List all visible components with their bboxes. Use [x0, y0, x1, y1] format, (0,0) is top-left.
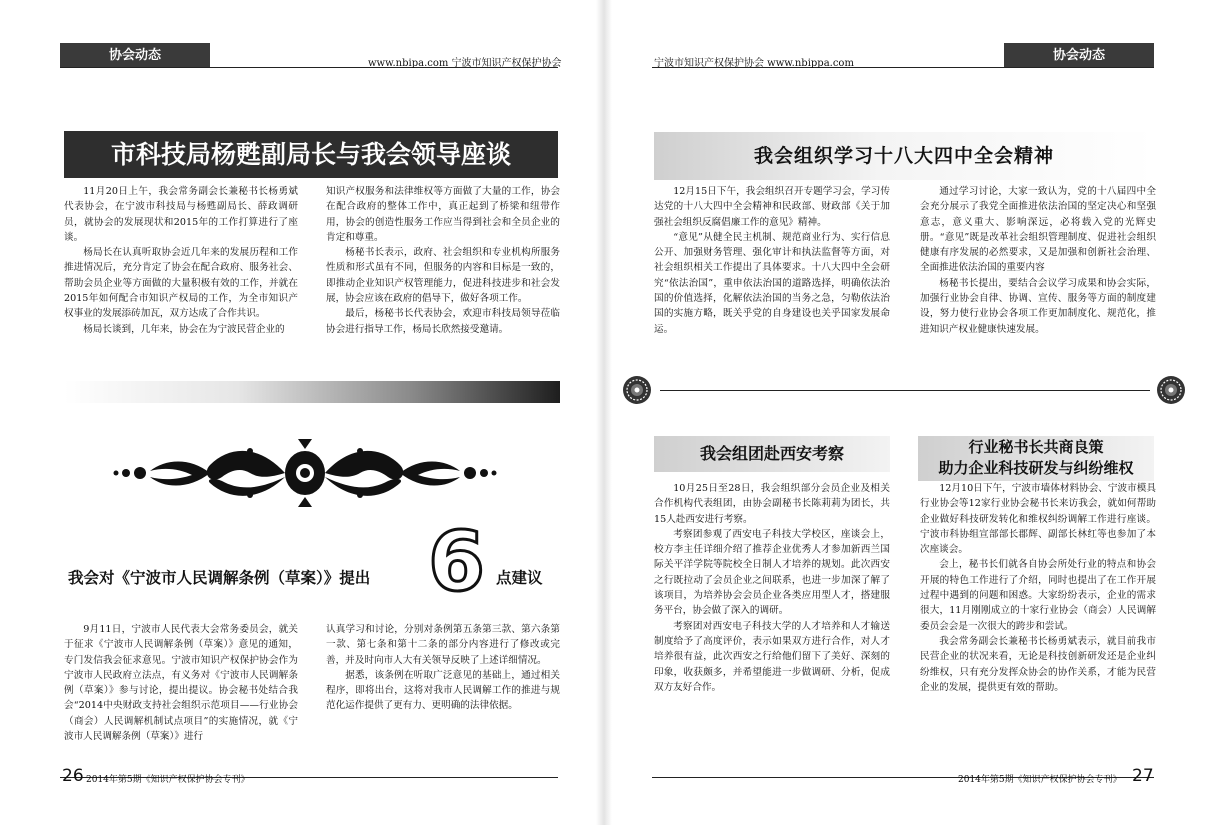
paragraph: 杨局长在认真听取协会近几年来的发展历程和工作推进情况后，充分肯定了协会在配合政府、服务社会、帮助会员企业等方面做的大量积极有效的工作，并就在2015年如何配合市知识产权局的工作，为全市知识产权事业的发展添砖加瓦，双方达成了合作共识。	[64, 247, 298, 320]
paragraph: 考察团对西安电子科技大学的人才培养和人才输送制度给予了高度评价，表示如果双方进行合作，对人才培养很有益，此次西安之行给他们留下了美好、深刻的印象，收获颇多，并希望能进一步做调研、分析，促成双方友好合作。	[654, 620, 890, 693]
left-header-site: www.nbipa.com 宁波市知识产权保护协会	[368, 58, 562, 69]
right-article3-title	[918, 436, 1154, 481]
paragraph: 12月10日下午，宁波市墙体材料协会、宁波市模具行业协会等12家行业协会秘书长来访我会，就如何帮助企业做好科技研发转化和维权纠纷调解工作进行座谈。宁波市科协组宣部部长郡辉、副部长林红等也参加了本次座谈会。	[920, 483, 1156, 556]
right-article1-title: 我会组织学习十八大四中全会精神	[654, 132, 1154, 180]
left-article1-title: 市科技局杨甦副局长与我会领导座谈	[64, 131, 558, 178]
paragraph: 通过学习讨论，大家一致认为，党的十八届四中全会充分展示了我党全面推进依法治国的坚定决心和坚强意志，意义重大、影响深远，必将载入党的光辉史册。“意见”既是改革社会组织管理制度、促进社会组织健康有序发展的必然要求，又是加强和创新社会治理、全面推进依法治国的重要内容	[920, 186, 1156, 274]
right-article2-body	[654, 481, 890, 695]
paragraph: 9月11日，宁波市人民代表大会常务委员会，就关于征求《宁波市人民调解条例（草案）》意见的通知，专门发信我会征求意见。宁波市知识产权保护协会作为宁波市人民政府立法点，有义务对《宁波市人民调解条例（草案）》参与讨论，提出提议。协会秘书处结合我会“2014中央财政支持社会组织示范项目——行业协会（商会）人民调解机制试点项目”的实施情况，就《宁波市人民调解条例（草案）》进行	[64, 624, 298, 743]
paragraph: 11月20日上午，我会常务副会长兼秘书长杨勇斌代表协会，在宁波市科技局与杨甦副局长、薛政调研员，就协会的发展现状和2015年的工作打算进行了座谈。	[64, 186, 298, 243]
right-footer-text: 2014年第5期《知识产权保护协会专刊》	[958, 775, 1122, 785]
paragraph: 最后，杨秘书长代表协会，欢迎市科技局领导莅临协会进行指导工作，杨局长欣然接受邀请。	[326, 308, 560, 335]
paragraph: 认真学习和讨论，分别对条例第五条第三款、第六条第一款、第七条和第十二条的部分内容进行了修改或完善，并及时向市人大有关领导反映了上述详细情况。	[326, 624, 560, 666]
article2-title-post: 点建议	[496, 569, 543, 587]
paragraph: 知识产权服务和法律维权等方面做了大量的工作，协会在配合政府的整体工作中，真正起到了桥梁和纽带作用，协会的创造性服务工作应当得到社会和全员企业的肯定和尊重。	[326, 186, 560, 243]
article3-title-line2: 助力企业科技研发与纠纷维权	[938, 459, 1134, 477]
right-divider-rule	[660, 390, 1150, 391]
paragraph: 杨秘书长提出，要结合会议学习成果和协会实际，加强行业协会自律、协调、宣传、服务等方面的制度建设，努力使行业协会各项工作更加制度化、规范化，推进知识产权业健康快速发展。	[920, 277, 1156, 335]
left-article1-col2	[326, 184, 560, 337]
paragraph: 据悉，该条例在听取广泛意见的基础上，通过相关程序，即将出台，这将对我市人民调解工作的推进与规范化运作提供了更有力、更明确的法律依据。	[326, 669, 560, 712]
ornament-scroll-icon	[110, 437, 500, 509]
paragraph: 杨局长谈到，几年来，协会在为宁波民营企业的	[83, 323, 285, 335]
article2-title-number: 6	[428, 515, 486, 610]
right-page-number: 27	[1132, 766, 1154, 786]
left-footer-text: 2014年第5期《知识产权保护协会专刊》	[86, 775, 250, 785]
article2-title-pre: 我会对《宁波市人民调解条例（草案）》提出	[68, 569, 371, 587]
article3-title-line1: 行业秘书长共商良策	[968, 438, 1104, 456]
right-article1-col2	[920, 184, 1156, 337]
paragraph: 会上，秘书长们就各自协会所处行业的特点和协会开展的特色工作进行了介绍，同时也提出了在工作开展过程中遇到的问题和困惑。大家纷纷表示，企业的需求很大，11月刚刚成立的十家行业协会（商会）人民调解委员会会是一次很大的跨步和尝试。	[920, 559, 1156, 632]
paragraph: 杨秘书长表示，政府、社会组织和专业机构所服务性质和形式虽有不同，但服务的内容和目标是一致的，即推动企业知识产权管理能力，促进科技进步和社会发展，协会应该在政府的倡导下，做好各项工作。	[326, 247, 560, 305]
left-article2-col2	[326, 622, 560, 714]
paragraph: 12月15日下午，我会组织召开专题学习会，学习传达党的十八大四中全会精神和民政部、财政部《关于加强社会组织反腐倡廉工作的意见》精神。	[654, 186, 890, 228]
paragraph: “意见”从健全民主机制、规范商业行为、实行信息公开、加强财务管理、强化审计和执法监督等方面，对社会组织相关工作提出了具体要求。十八大四中全会研究“依法治国”，重申依法治国的道路选择，明确依法治国的价值选择，化解依法治国的当务之急，匀勒依法治国的实施方略，既关乎党的自身建设也关乎国家发展命运。	[654, 231, 890, 335]
rosette-ornament-right-icon	[1156, 375, 1186, 405]
paragraph: 我会常务副会长兼秘书长杨勇斌表示，就目前我市民营企业的状况来看，无论是科技创新研发还是企业纠纷维权，只有充分发挥众协会的协作关系，才能为民营企业的发展，提供更有效的帮助。	[920, 635, 1156, 693]
paragraph: 考察团参观了西安电子科技大学校区，座谈会上，校方李主任详细介绍了推荐企业优秀人才参加新西兰国际关平洋学院等院校全日制人才培养的规划。此次西安之行既拉动了会员企业之间联系，也进一步加深了解了该项目，为培养协会会员企业各类应用型人才，搭建服务平台，协会做了深入的调研。	[654, 528, 890, 617]
right-article2-title: 我会组团赴西安考察	[654, 436, 890, 472]
left-page-number: 26	[62, 766, 84, 786]
left-section-tag: 协会动态	[60, 43, 210, 68]
right-header-site: 宁波市知识产权保护协会 www.nbippa.com	[654, 58, 854, 69]
right-article1-col1	[654, 184, 890, 337]
paragraph: 10月25日至28日，我会组织部分会员企业及相关合作机构代表组团，由协会副秘书长陈莉莉为团长，共15人赴西安进行考察。	[654, 483, 890, 525]
right-page	[604, 0, 1208, 825]
right-section-tag: 协会动态	[1004, 43, 1154, 68]
left-article1-col1	[64, 184, 298, 337]
right-article3-body	[920, 481, 1156, 695]
left-article2-col1	[64, 622, 298, 744]
left-divider-bar	[64, 381, 560, 403]
rosette-ornament-left-icon	[622, 375, 652, 405]
left-article2-title	[68, 515, 558, 610]
